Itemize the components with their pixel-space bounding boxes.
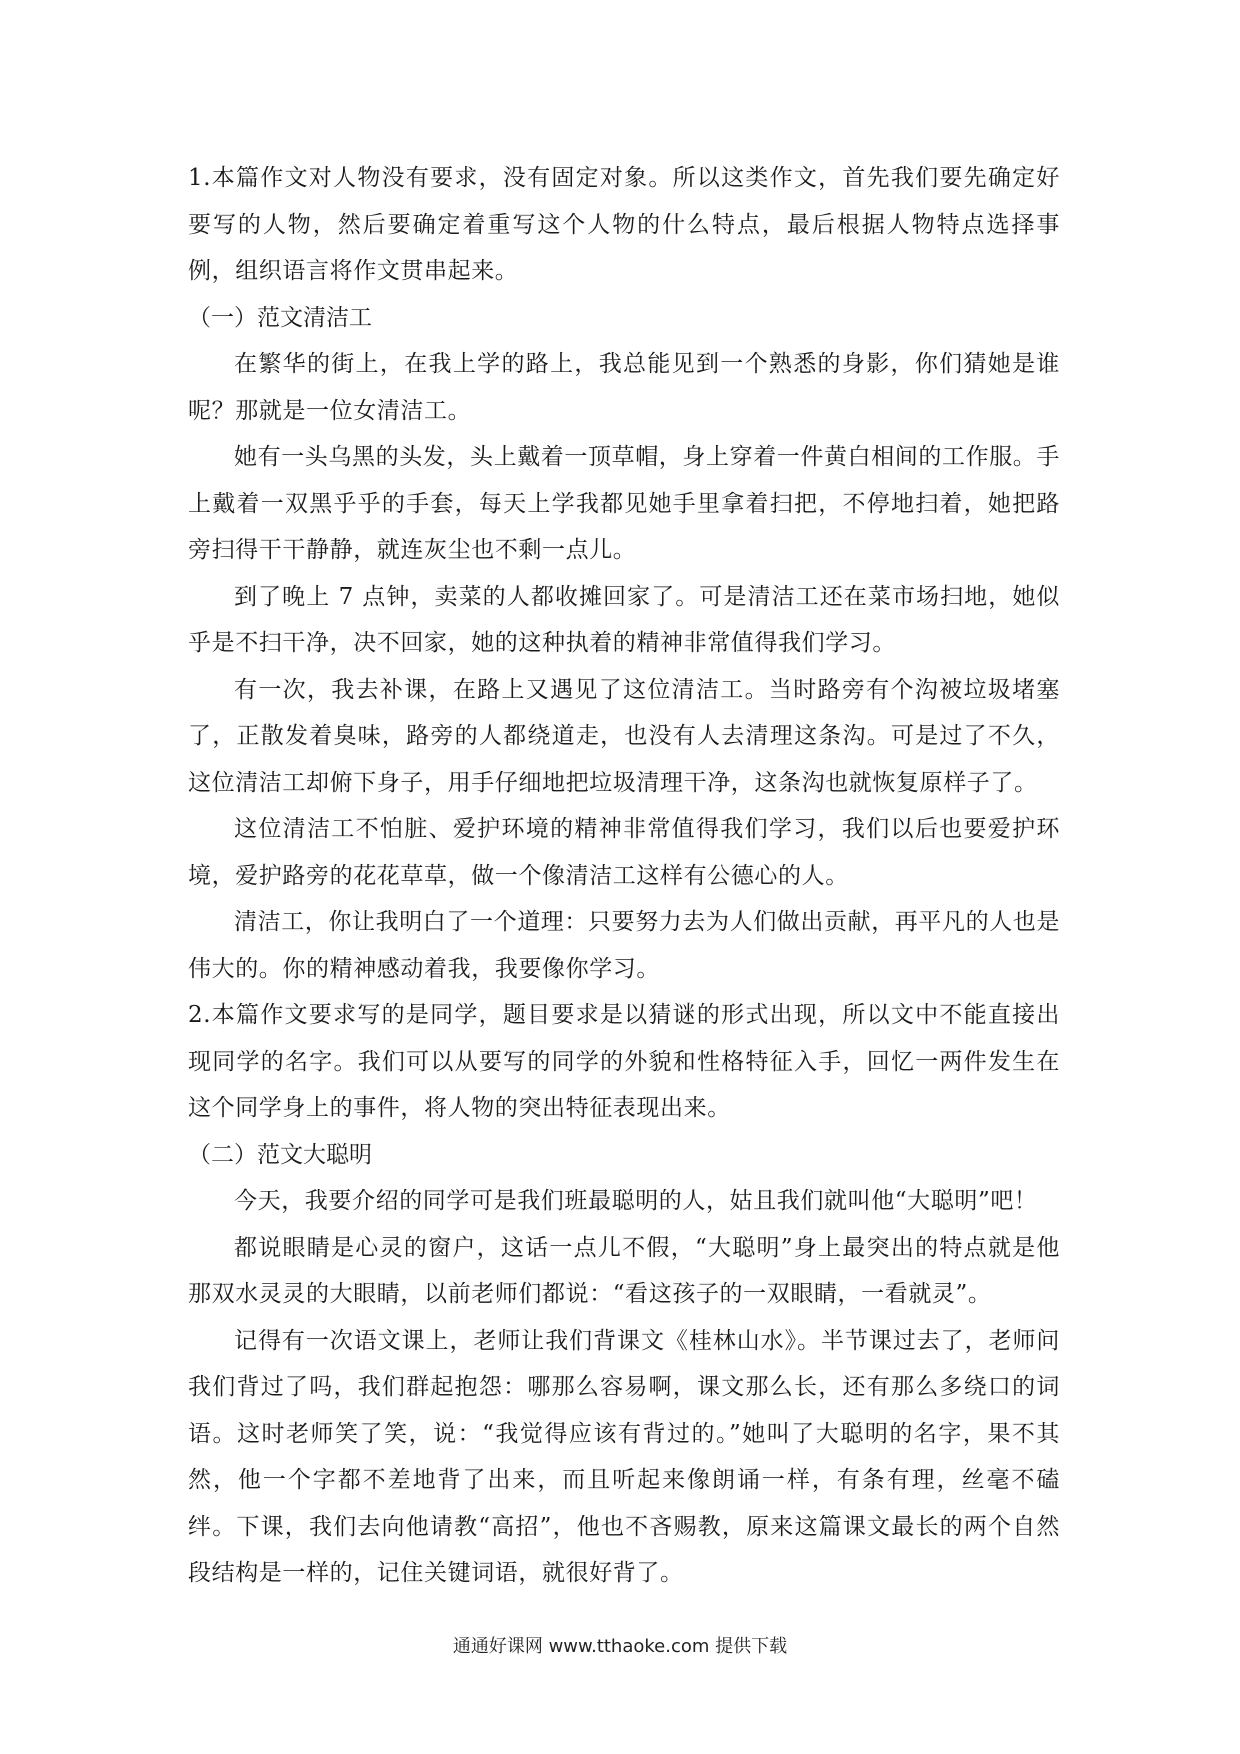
- paragraph-note-1: 1.本篇作文对人物没有要求，没有固定对象。所以这类作文，首先我们要先确定好要写的人物，然后要确定着重写这个人物的什么特点，最后根据人物特点选择事例，组织语言将作文贯串起来。: [188, 165, 1060, 284]
- essay1-paragraph-4: 有一次，我去补课，在路上又遇见了这位清洁工。当时路旁有个沟被垃圾堵塞了，正散发着臭味，路旁的人都绕道走，也没有人去清理这条沟。可是过了不久，这位清洁工却俯下身子，用手仔细地把垃圾清理干净，这条沟也就恢复原样子了。: [188, 676, 1060, 796]
- essay2-paragraph-3: 记得有一次语文课上，老师让我们背课文《桂林山水》。半节课过去了，老师问我们背过了吗，我们群起抱怨：哪那么容易啊，课文那么长，还有那么多绕口的词语。这时老师笑了笑，说：“我觉得应该有背过的。”她叫了大聪明的名字，果不其然，他一个字都不差地背了出来，而且听起来像朗诵一样，有条有理，丝毫不磕绊。下课，我们去向他请教“高招”，他也不吝赐教，原来这篇课文最长的两个自然段结构是一样的，记住关键词语，就很好背了。: [188, 1327, 1060, 1586]
- paragraph-note-2: 2.本篇作文要求写的是同学，题目要求是以猜谜的形式出现，所以文中不能直接出现同学的名字。我们可以从要写的同学的外貌和性格特征入手，回忆一两件发生在这个同学身上的事件，将人物的突出特征表现出来。: [188, 1002, 1060, 1121]
- essay1-paragraph-3: 到了晚上 7 点钟，卖菜的人都收摊回家了。可是清洁工还在菜市场扫地，她似乎是不扫干净，决不回家，她的这种执着的精神非常值得我们学习。: [188, 583, 1060, 656]
- essay1-paragraph-2: 她有一头乌黑的头发，头上戴着一顶草帽，身上穿着一件黄白相间的工作服。手上戴着一双黑乎乎的手套，每天上学我都见她手里拿着扫把，不停地扫着，她把路旁扫得干干静静，就连灰尘也不剩一点儿。: [188, 444, 1060, 563]
- essay1-paragraph-1: 在繁华的街上，在我上学的路上，我总能见到一个熟悉的身影，你们猜她是谁呢？那就是一位女清洁工。: [188, 351, 1060, 424]
- section-heading-2: （二）范文大聪明: [188, 1141, 372, 1168]
- document-body: [188, 155, 1060, 1597]
- essay1-paragraph-5: 这位清洁工不怕脏、爱护环境的精神非常值得我们学习，我们以后也要爱护环境，爱护路旁的花花草草，做一个像清洁工这样有公德心的人。: [188, 816, 1060, 889]
- essay1-paragraph-6: 清洁工，你让我明白了一个道理：只要努力去为人们做出贡献，再平凡的人也是伟大的。你的精神感动着我，我要像你学习。: [188, 909, 1060, 982]
- essay2-paragraph-2: 都说眼睛是心灵的窗户，这话一点儿不假，“大聪明”身上最突出的特点就是他那双水灵灵的大眼睛，以前老师们都说：“看这孩子的一双眼睛，一看就灵”。: [188, 1234, 1060, 1307]
- section-heading-1: （一）范文清洁工: [188, 304, 372, 331]
- page-footer: 通通好课网 www.tthaoke.com 提供下载: [452, 1636, 788, 1657]
- essay2-paragraph-1: 今天，我要介绍的同学可是我们班最聪明的人，姑且我们就叫他“大聪明”吧！: [234, 1188, 1038, 1214]
